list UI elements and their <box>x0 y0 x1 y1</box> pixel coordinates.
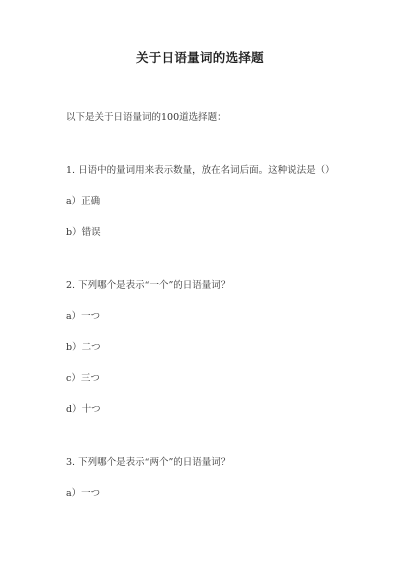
question-2-stem: 2. 下列哪个是表示“一个”的日语量词？ <box>66 280 231 291</box>
document-title: 关于日语量词的选择题 <box>135 50 264 65</box>
question-1-stem: 1. 日语中的量词用来表示数量，放在名词后面。这种说法是（） <box>66 165 335 176</box>
question-3-stem: 3. 下列哪个是表示“两个”的日语量词？ <box>66 457 231 468</box>
intro-text: 以下是关于日语量词的100道选择题： <box>66 112 227 123</box>
question-2-option-d: d）十つ <box>66 404 101 415</box>
question-2-option-a: a）一つ <box>66 311 101 322</box>
question-2-option-b: b）二つ <box>66 342 101 353</box>
question-1-option-b: b）错误 <box>66 227 101 238</box>
question-1-option-a: a）正确 <box>66 196 101 207</box>
question-3-option-a: a）一つ <box>66 488 101 499</box>
question-2-option-c: c）三つ <box>66 373 100 384</box>
